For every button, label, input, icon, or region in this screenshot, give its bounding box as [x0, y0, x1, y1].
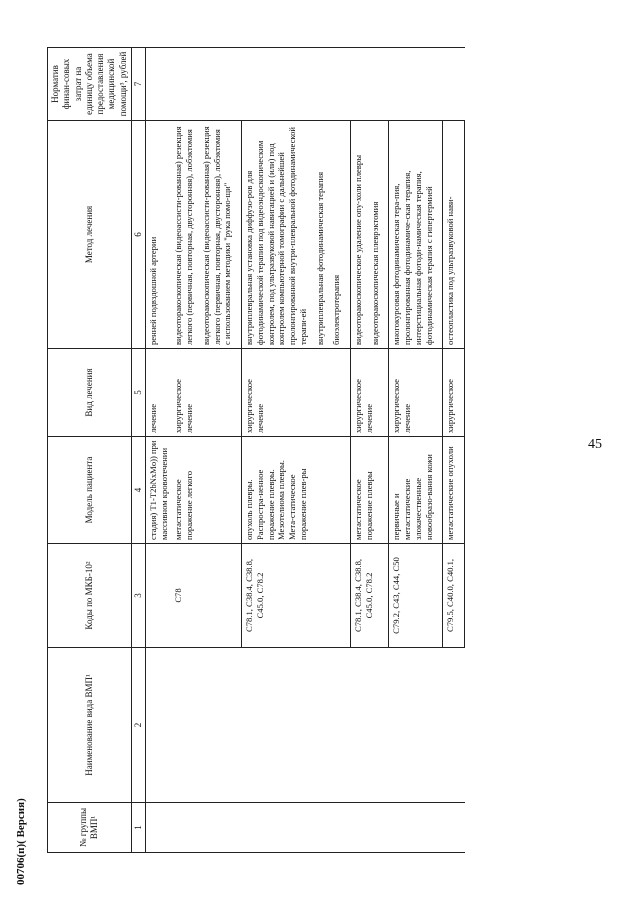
table-row: [146, 48, 172, 853]
cost-standard-cell: [146, 48, 465, 121]
treatment-type-cell: хирургическое лечение: [242, 349, 351, 437]
header-group-number: № группы ВМП¹: [48, 803, 132, 853]
treatment-method-cell: [171, 121, 241, 349]
header-vmp-name: Наименование вида ВМП¹: [48, 648, 132, 803]
header-treatment-type: Вид лечения: [48, 349, 132, 437]
treatment-method-cell: [242, 121, 351, 349]
patient-model-cell: метастатическое поражение плевры: [351, 437, 389, 544]
column-number: 2: [131, 648, 145, 803]
column-number: 3: [131, 544, 145, 648]
group-number-cell: [146, 803, 465, 853]
vmp-table: [47, 47, 465, 853]
treatment-type-cell: лечение: [146, 349, 172, 437]
treatment-method: видеоторакоскопическая (видеоассисти-рованная) резекция легкого (первичная, повторная, двусторонняя), лобэктомия: [173, 126, 195, 345]
document-footer: 00706(п)( Версия): [15, 798, 27, 885]
page-number: 45: [588, 437, 602, 452]
treatment-method: внутриплевральная фотодинамическая терапия: [314, 171, 325, 345]
treatment-type-cell: хирургическое лечение: [171, 349, 241, 437]
treatment-method: видеоторакоскопическая плеврэктомия: [369, 201, 380, 345]
header-row: [48, 48, 132, 853]
icd-codes-cell: C79.5, C40.0, C40.1,: [443, 544, 465, 648]
treatment-method-cell: [443, 121, 465, 349]
treatment-method: видеоторакоскопическая (видеоассисти-рованная) резекция легкого (первичная, повторная, двусторонняя), лобэктомия с использованием методики "рука помо-щи": [200, 126, 233, 345]
vmp-name-cell: [146, 648, 465, 803]
column-number: 7: [131, 48, 145, 121]
treatment-method: ренней подвздошной артерии: [148, 236, 158, 345]
column-number: 6: [131, 121, 145, 349]
column-number: 5: [131, 349, 145, 437]
column-number: 4: [131, 437, 145, 544]
column-number: 1: [131, 803, 145, 853]
patient-model-cell: метастатическое поражение легкого: [171, 437, 241, 544]
header-cost-standard: Норматив финан-совых затрат на единицу объема предоставления медицинской помощи³, рублей: [48, 48, 132, 121]
patient-model-cell: опухоль плевры. Распростра-ненное поражение плевры. Мезотелиома плевры. Мета-статическое поражение плев-ры: [242, 437, 351, 544]
treatment-type-cell: хирургическое: [443, 349, 465, 437]
icd-codes-cell: C79.2, C43, C44, C50: [389, 544, 443, 648]
treatment-method: внутриплевральная установка диффузо-ров для фотодинамической терапии под видеоэндоскопическим контролем, под ультразвуковой навигацией и (или) под контролем компьютерной томографии с дальнейшей пролонгированной внутри-плевральной фотодинамической терапи-ей: [244, 126, 308, 345]
icd-codes-cell: C78.1, C38.4, C38.8, C45.0, C78.2: [351, 544, 389, 648]
treatment-method: видеоторакоскопическое удаление опу-холи плевры: [353, 155, 364, 345]
treatment-method: биоэлектротерапия: [331, 274, 342, 345]
icd-codes-cell: [146, 544, 172, 648]
treatment-method-cell: [351, 121, 389, 349]
header-icd-codes: Коды по МКБ-10²: [48, 544, 132, 648]
treatment-type-cell: хирургическое лечение: [389, 349, 443, 437]
treatment-method-cell: [389, 121, 443, 349]
patient-model-cell: первичные и метастатические злокачественные новообразо-вания кожи: [389, 437, 443, 544]
header-patient-model: Модель пациента: [48, 437, 132, 544]
treatment-method: остеопластика под ультразвуковой нави-: [445, 196, 456, 345]
patient-model-cell: метастатические опухоли: [443, 437, 465, 544]
treatment-type-cell: хирургическое лечение: [351, 349, 389, 437]
patient-model-cell: стадия) T1-T2bNxMo)) при массивном кровотечении: [146, 437, 172, 544]
treatment-method-cell: [146, 121, 172, 349]
icd-codes-cell: C78.1, C38.4, C38.8, C45.0, C78.2: [242, 544, 351, 648]
icd-codes-cell: C78: [171, 544, 241, 648]
treatment-method: многокурсовая фотодинамическая тера-пия, пролонгированная фотодинамиче-ская терапия, интерстициальная фотоди-намическая терапия, фотодинамическая терапия с гипертермией: [391, 170, 434, 345]
header-treatment-method: Метод лечения: [48, 121, 132, 349]
column-number-row: [131, 48, 145, 853]
